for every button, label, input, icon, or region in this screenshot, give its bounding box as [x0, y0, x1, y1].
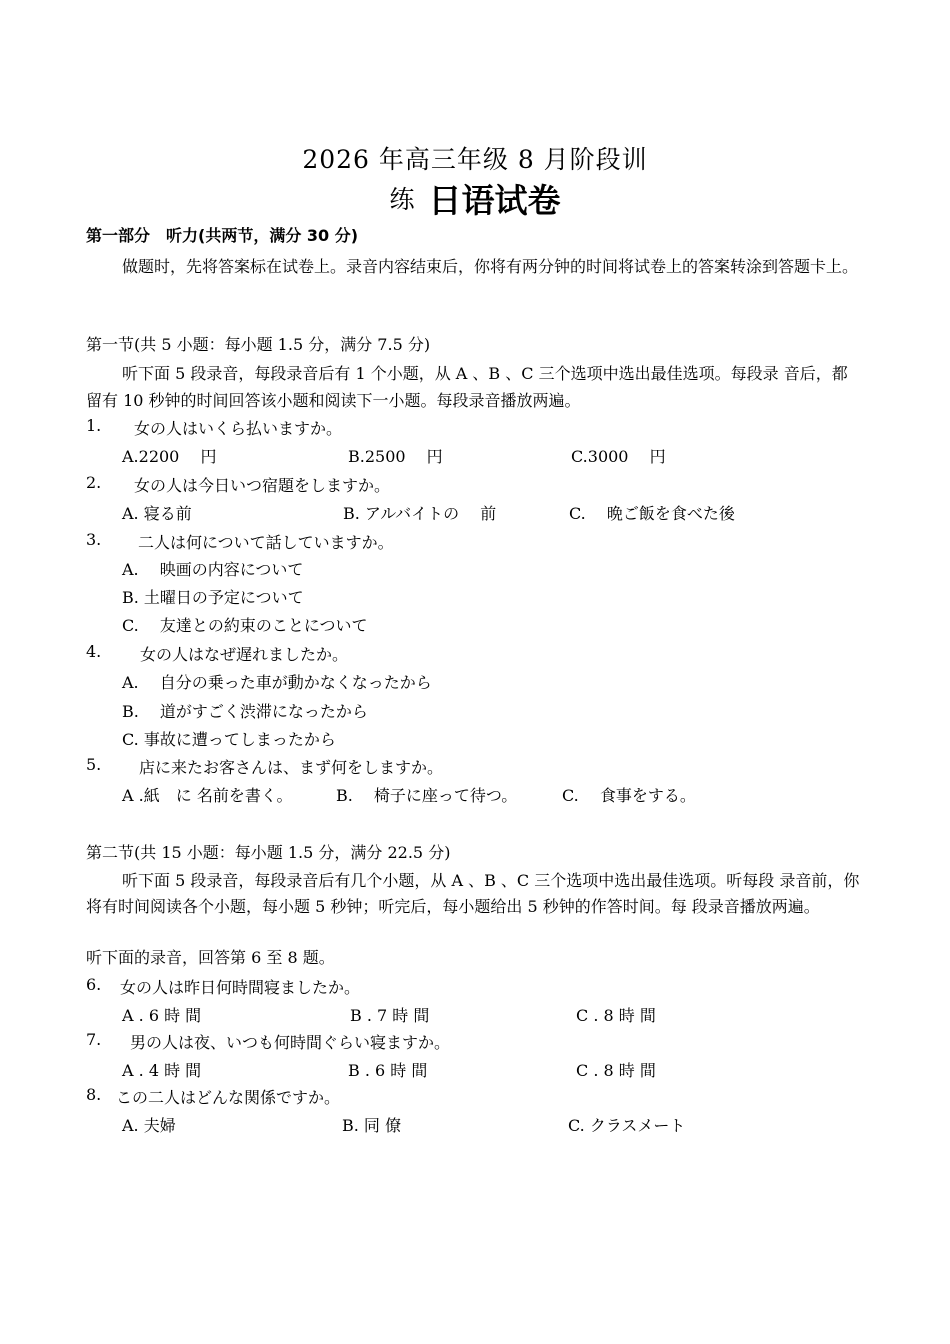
option-a: A . 6 時 間: [122, 1006, 202, 1025]
option-c: C . 8 時 間: [576, 1006, 656, 1025]
option-a: A. 夫婦: [122, 1116, 176, 1135]
section2-heading: 第二节(共 15 小题：每小题 1.5 分，满分 22.5 分): [86, 843, 451, 862]
option-a: A .紙 に 名前を書く。: [122, 786, 293, 805]
question-text: 男の人は夜、いつも何時間ぐらい寝ますか。: [130, 1033, 451, 1052]
exam-title-main: 日语试卷: [428, 181, 561, 220]
question-number: 6.: [86, 975, 102, 994]
question-text: 店に来たお客さんは、まず何をしますか。: [139, 758, 444, 777]
question-number: 7.: [86, 1030, 102, 1049]
option-b: B . 6 時 間: [348, 1061, 428, 1080]
section1-instructions: 听下面 5 段录音，每段录音后有 1 个小题，从 A 、B 、C 三个选项中选出最佳选项。每段录 音后，都留有 10 秒钟的时间回答该小题和阅读下一小题。每段录音播放两遍。: [86, 364, 848, 410]
question-number: 1.: [86, 416, 102, 435]
option-b: B. 道がすごく渋滞になったから: [122, 702, 368, 721]
part1-heading: 第一部分 听力(共两节，满分 30 分): [86, 226, 359, 245]
option-b: B. 土曜日の予定について: [122, 588, 304, 607]
option-c: C. 晩ご飯を食べた後: [569, 504, 735, 523]
option-c: C. 事故に遭ってしまったから: [122, 730, 336, 749]
section2-sub-instruction: 听下面的录音，回答第 6 至 8 题。: [86, 948, 335, 967]
option-c: C. 友達との約束のことについて: [122, 616, 368, 635]
question-text: 二人は何について話していますか。: [138, 533, 394, 552]
option-a: A.2200 円: [122, 447, 217, 466]
question-text: 女の人は昨日何時間寝ましたか。: [120, 978, 361, 997]
question-number: 8.: [86, 1085, 102, 1104]
option-a: A. 自分の乗った車が動かなくなったから: [122, 673, 432, 692]
question-number: 5.: [86, 755, 102, 774]
option-c: C.3000 円: [571, 447, 666, 466]
exam-title-line2: [0, 175, 950, 222]
question-number: 4.: [86, 642, 102, 661]
option-b: B. アルバイトの 前: [343, 504, 497, 523]
section2-instructions: 听下面 5 段录音，每段录音后有几个小题，从 A 、B 、C 三个选项中选出最佳选项。听每段 录音前，你将有时间阅读各个小题，每小题 5 秒钟；听完后，每小题给出 5 秒钟的作答时间。每 段录音播放两遍。: [86, 871, 860, 916]
option-c: C. 食事をする。: [562, 786, 696, 805]
option-c: C. クラスメート: [568, 1116, 686, 1135]
section1-heading: 第一节(共 5 小题：每小题 1.5 分，满分 7.5 分): [86, 335, 431, 354]
part1-instructions: 做题时，先将答案标在试卷上。录音内容结束后，你将有两分钟的时间将试卷上的答案转涂到答题卡上。: [122, 257, 859, 276]
option-c: C . 8 時 間: [576, 1061, 656, 1080]
question-text: 女の人はいくら払いますか。: [134, 419, 343, 438]
option-a: A. 寝る前: [122, 504, 192, 523]
option-a: A. 映画の内容について: [122, 560, 304, 579]
option-b: B.2500 円: [348, 447, 443, 466]
option-b: B . 7 時 間: [350, 1006, 430, 1025]
question-text: 女の人はなぜ遅れましたか。: [140, 645, 349, 664]
question-number: 2.: [86, 473, 102, 492]
exam-title-line1: 2026 年高三年级 8 月阶段训: [302, 145, 648, 174]
option-a: A . 4 時 間: [122, 1061, 202, 1080]
question-text: この二人はどんな関係ですか。: [116, 1088, 341, 1107]
question-number: 3.: [86, 530, 102, 549]
question-text: 女の人は今日いつ宿題をしますか。: [134, 476, 391, 495]
option-b: B. 同 僚: [342, 1116, 402, 1135]
exam-title-line2-prefix: 练: [389, 185, 415, 214]
option-b: B. 椅子に座って待つ。: [336, 786, 518, 805]
